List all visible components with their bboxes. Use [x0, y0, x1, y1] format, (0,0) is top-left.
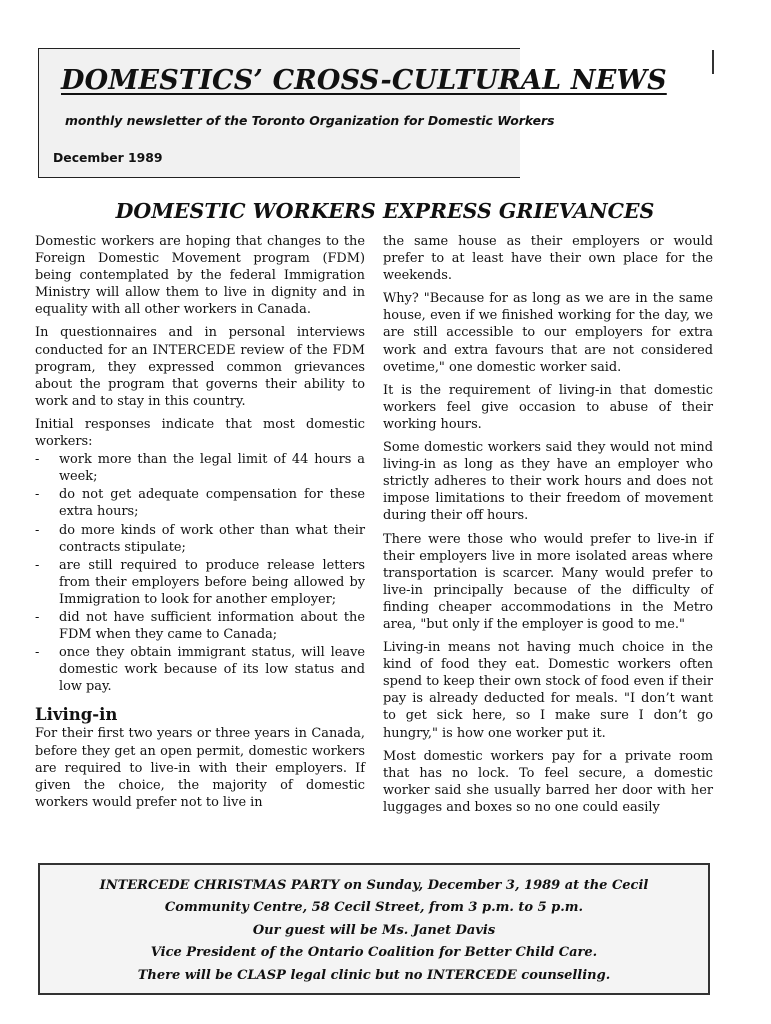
event-notice-box [38, 863, 710, 995]
list-item: - did not have sufficient information about the FDM when they came to Canada; [35, 609, 365, 643]
notice-line: Community Centre, 58 Cecil Street, from 3 p.m. to 5 p.m. [164, 900, 584, 915]
paragraph: Living-in means not having much choice in the kind of food they eat. Domestic workers often spend to keep their own stock of food even if their pay is already deducted for meals. "I don’t want to get sick here, so I make sure I don’t go hungry," is how one worker put it. [383, 640, 713, 741]
paragraph: the same house as their employers or would prefer to at least have their own place for the weekends. [383, 234, 713, 284]
grievance-list [35, 451, 365, 695]
notice-line: Our guest will be Ms. Janet Davis [252, 923, 496, 938]
list-item: - do not get adequate compensation for these extra hours; [35, 486, 365, 520]
newsletter-title: DOMESTICS’ CROSS-CULTURAL NEWS [61, 65, 667, 96]
list-item: - once they obtain immigrant status, will leave domestic work because of its low status and low pay. [35, 644, 365, 695]
masthead [38, 48, 710, 178]
paragraph: For their first two years or three years in Canada, before they get an open permit, domestic workers are required to live-in with their employers. If given the choice, the majority of domestic workers would prefer not to live in [35, 726, 365, 810]
margin-mark [712, 50, 714, 74]
notice-line: There will be CLASP legal clinic but no INTERCEDE counselling. [137, 968, 611, 983]
notice-line: INTERCEDE CHRISTMAS PARTY on Sunday, December 3, 1989 at the Cecil [99, 878, 649, 893]
left-column [35, 233, 365, 817]
list-item: - work more than the legal limit of 44 hours a week; [35, 451, 365, 485]
paragraph: Most domestic workers pay for a private room that has no lock. To feel secure, a domestic worker said she usually barred her door with her luggages and boxes so no one could easily [383, 748, 713, 815]
paragraph: Why? "Because for as long as we are in the same house, even if we finished working for the day, we are still accessible to our employers for extra work and extra favours that are not considered ovetime," one domestic worker said. [383, 291, 713, 375]
article-headline: DOMESTIC WORKERS EXPRESS GRIEVANCES [115, 199, 655, 223]
newsletter-subtitle: monthly newsletter of the Toronto Organization for Domestic Workers [65, 113, 555, 128]
section-heading: Living-in [35, 705, 118, 725]
paragraph: There were those who would prefer to live-in if their employers live in more isolated areas where transportation is scarcer. Many would prefer to live-in principally because of the difficulty of finding cheaper accommodations in the Metro area, "but only if the employer is good to me." [383, 531, 713, 632]
issue-date: December 1989 [53, 150, 163, 165]
paragraph: It is the requirement of living-in that domestic workers feel give occasion to abuse of their working hours. [383, 382, 713, 432]
notice-line: Vice President of the Ontario Coalition for Better Child Care. [150, 945, 598, 960]
paragraph: Initial responses indicate that most domestic workers: [35, 416, 365, 450]
right-column [383, 233, 713, 822]
list-item: - do more kinds of work other than what their contracts stipulate; [35, 522, 365, 556]
paragraph: Some domestic workers said they would not mind living-in as long as they have an employer who strictly adheres to their work hours and does not impose limitations to their freedom of movement during their off hours. [383, 440, 713, 524]
paragraph: In questionnaires and in personal interviews conducted for an INTERCEDE review of the FDM program, they expressed common grievances about the program that governs their ability to work and to stay in this country. [35, 325, 365, 409]
list-item: - are still required to produce release letters from their employers before being allowed by Immigration to look for another employer; [35, 557, 365, 608]
paragraph: Domestic workers are hoping that changes to the Foreign Domestic Movement program (FDM) being contemplated by the federal Immigration Ministry will allow them to live in dignity and in equality with all other workers in Canada. [35, 234, 365, 318]
